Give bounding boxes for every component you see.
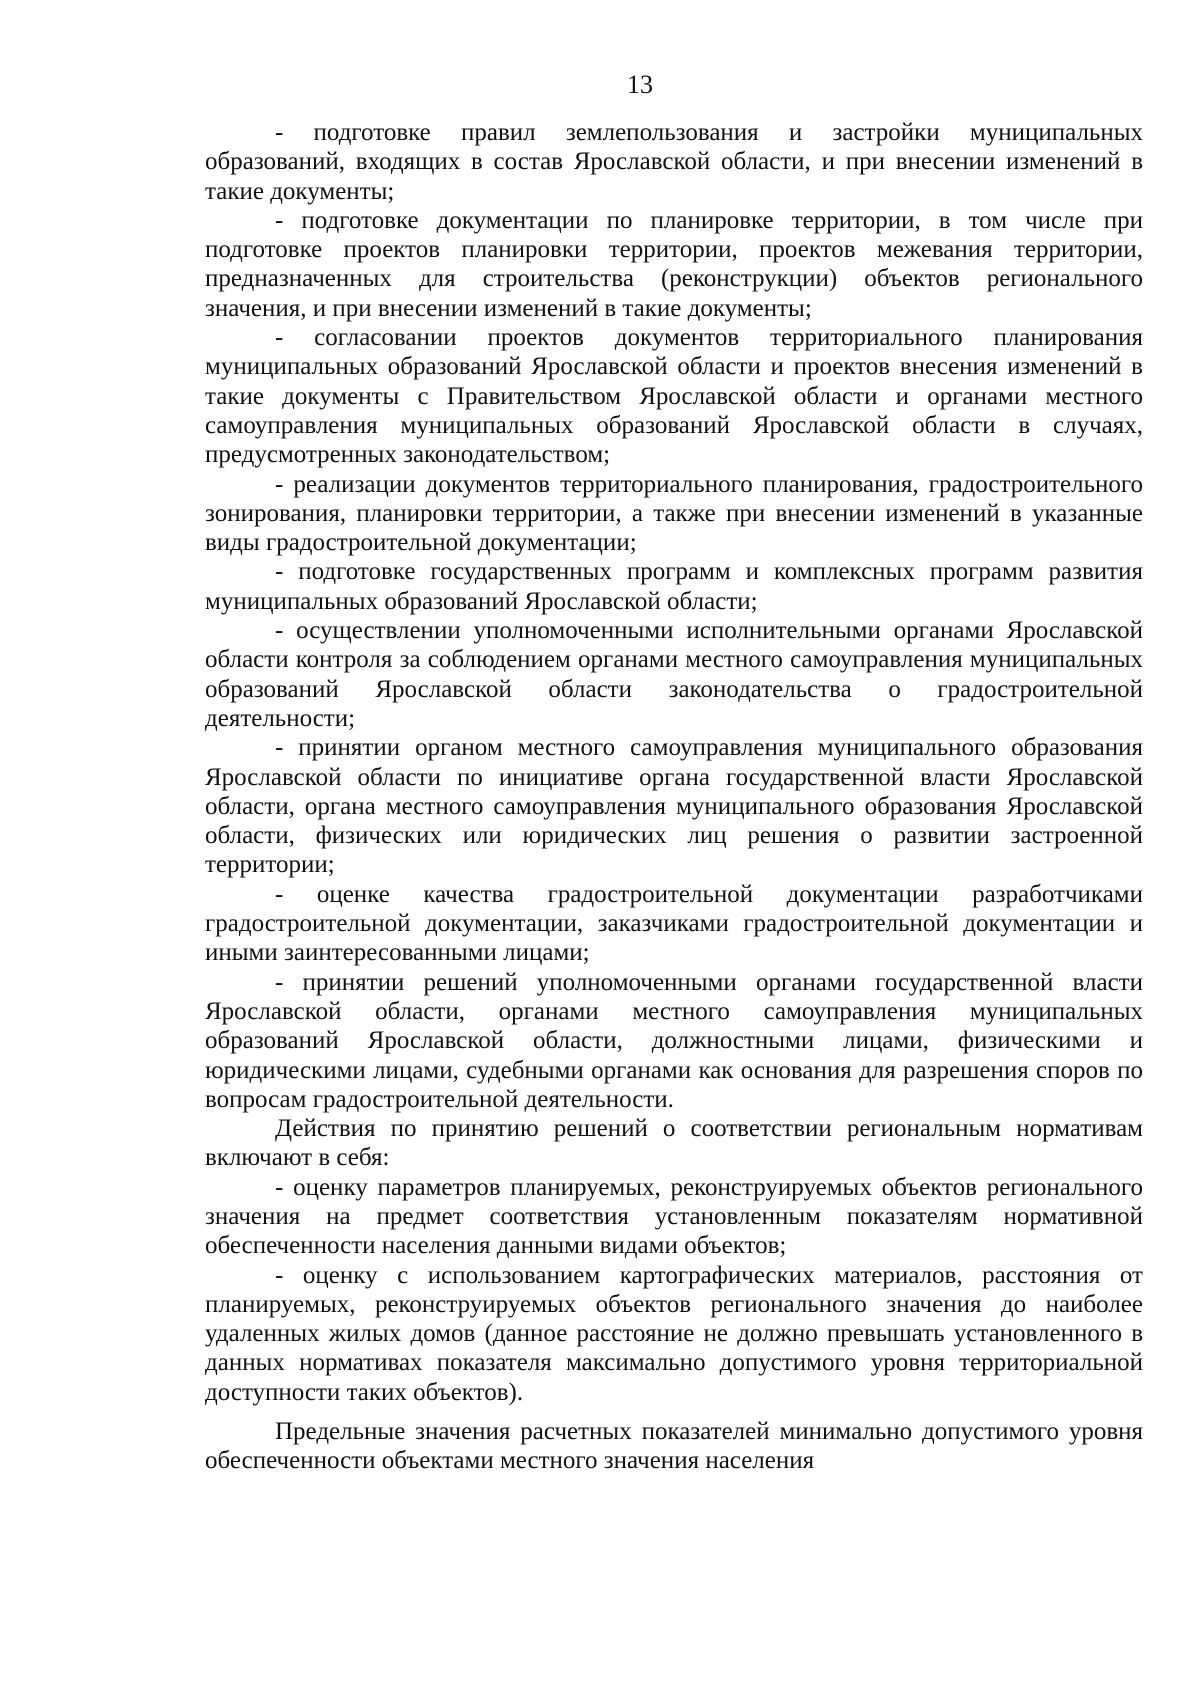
paragraph-planning-documentation: - подготовке документации по планировке территории, в том числе при подготовке проектов планировки территории, проектов межевания территории, предназначенных для строительства (реконструкции) объектов регионального значения, и при внесении изменений в такие документы;: [205, 206, 1143, 322]
paragraph-actions-intro: Действия по принятию решений о соответствии региональным нормативам включают в себя:: [205, 1115, 1143, 1172]
paragraph-state-programs: - подготовке государственных программ и комплексных программ развития муниципальных образований Ярославской области;: [205, 558, 1143, 615]
paragraph-distance-assessment: - оценку с использованием картографических материалов, расстояния от планируемых, реконструируемых объектов регионального значения до наиболее удаленных жилых домов (данное расстояние не должно превышать установленного в данных нормативах показателя максимально допустимого уровня территориальной доступности таких объектов).: [205, 1261, 1143, 1406]
paragraph-dispute-resolution: - принятии решений уполномоченными органами государственной власти Ярославской области, органами местного самоуправления муниципальных образований Ярославской области, должностными лицами, физическими и юридическими лицами, судебными органами как основания для разрешения споров по вопросам градостроительной деятельности.: [205, 968, 1143, 1113]
paragraph-limit-values: Предельные значения расчетных показателей минимально допустимого уровня обеспеченности объектами местного значения населения: [205, 1418, 1143, 1475]
paragraph-built-up-territory: - принятии органом местного самоуправления муниципального образования Ярославской области по инициативе органа государственной власти Ярославской области, органа местного самоуправления муниципального образования Ярославской области, физических или юридических лиц решения о развитии застроенной территории;: [205, 734, 1143, 879]
paragraph-approval-projects: - согласовании проектов документов территориального планирования муниципальных образований Ярославской области и проектов внесения изменений в такие документы с Правительством Ярославской области и органами местного самоуправления муниципальных образований Ярославской области в случаях, предусмотренных законодательством;: [205, 324, 1143, 469]
paragraph-rules-land-use: - подготовке правил землепользования и застройки муниципальных образований, входящих в состав Ярославской области, и при внесении изменений в такие документы;: [205, 119, 1143, 205]
paragraph-parameters-assessment: - оценку параметров планируемых, реконструируемых объектов регионального значения на предмет соответствия установленным показателям нормативной обеспеченности населения данными видами объектов;: [205, 1173, 1143, 1260]
page-number: 13: [627, 70, 653, 99]
paragraph-control: - осуществлении уполномоченными исполнительными органами Ярославской области контроля за соблюдением органами местного самоуправления муниципальных образований Ярославской области законодательства о градостроительной деятельности;: [205, 617, 1143, 732]
paragraph-quality-assessment: - оценке качества градостроительной документации разработчиками градостроительной документации, заказчиками градостроительной документации и иными заинтересованными лицами;: [205, 880, 1143, 967]
paragraph-implementation: - реализации документов территориального планирования, градостроительного зонирования, планировки территории, а также при внесении изменений в указанные виды градостроительной документации;: [205, 470, 1143, 557]
document-body: [205, 118, 1143, 1476]
